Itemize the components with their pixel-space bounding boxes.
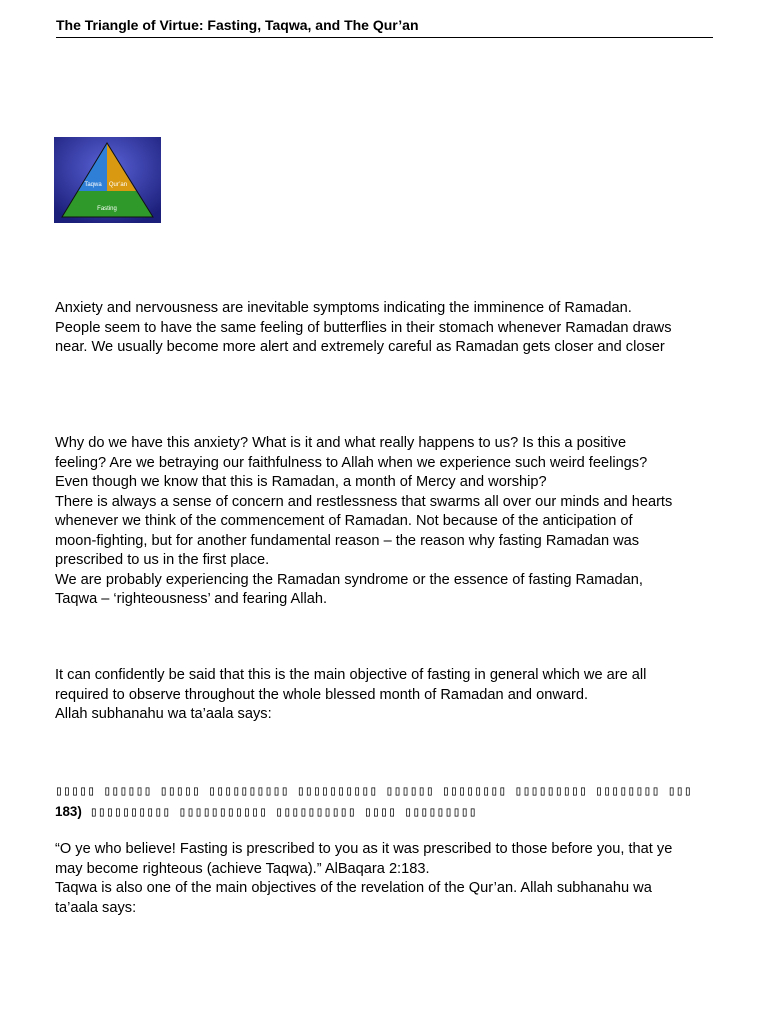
text-line: required to observe throughout the whole blessed month of Ramadan and onward. xyxy=(55,686,589,703)
quran-label: Qur’an xyxy=(108,182,128,188)
page-title: The Triangle of Virtue: Fasting, Taqwa, and The Qur’an xyxy=(56,16,713,38)
arabic-verse xyxy=(55,782,725,823)
text-line: People seem to have the same feeling of butterflies in their stomach whenever Ramadan draws xyxy=(55,319,672,336)
arabic-text: ▯▯▯▯▯▯▯▯▯▯ ▯▯▯▯▯▯▯▯▯▯▯ ▯▯▯▯▯▯▯▯▯▯ ▯▯▯▯ ▯▯▯▯▯▯▯▯▯ xyxy=(81,805,477,820)
text-line: “O ye who believe! Fasting is prescribed to you as it was prescribed to those before you, that ye xyxy=(55,841,673,857)
text-line: It can confidently be said that this is the main objective of fasting in general which we are all xyxy=(55,667,647,683)
paragraph-intro xyxy=(55,299,725,358)
taqwa-label: Taqwa xyxy=(84,182,102,188)
text-line: feeling? Are we betraying our faithfulness to Allah when we experience such weird feelings? xyxy=(55,454,648,471)
text-line: whenever we think of the commencement of Ramadan. Not because of the anticipation of xyxy=(55,513,633,529)
text-line: may become righteous (achieve Taqwa).” AlBaqara 2:183. xyxy=(55,860,430,877)
arabic-line: ▯▯▯▯▯ ▯▯▯▯▯▯ ▯▯▯▯▯ ▯▯▯▯▯▯▯▯▯▯ ▯▯▯▯▯▯▯▯▯▯ ▯▯▯▯▯▯ ▯▯▯▯▯▯▯▯ ▯▯▯▯▯▯▯▯▯ ▯▯▯▯▯▯▯▯ ▯▯▯ xyxy=(55,784,692,799)
fasting-label: Fasting xyxy=(97,206,117,212)
text-line: moon-fighting, but for another fundamental reason – the reason why fasting Ramadan was xyxy=(55,532,640,549)
text-line: Why do we have this anxiety? What is it and what really happens to us? Is this a positive xyxy=(55,435,627,451)
paragraph-anxiety xyxy=(55,434,725,610)
text-line: near. We usually become more alert and extremely careful as Ramadan gets closer and closer xyxy=(55,339,665,355)
paragraph-translation xyxy=(55,840,725,918)
arabic-line xyxy=(55,802,725,823)
paragraph-objective xyxy=(55,666,725,725)
text-line: Even though we know that this is Ramadan, a month of Mercy and worship? xyxy=(55,474,547,490)
triangle-figure xyxy=(54,137,161,223)
text-line: Anxiety and nervousness are inevitable symptoms indicating the imminence of Ramadan. xyxy=(55,300,632,316)
text-line: prescribed to us in the first place. xyxy=(55,552,270,568)
verse-number: 183) xyxy=(55,804,82,819)
text-line: ta’aala says: xyxy=(55,899,137,916)
text-line: There is always a sense of concern and restlessness that swarms all over our minds and hearts xyxy=(55,493,673,510)
triangle-of-virtue-image xyxy=(54,137,161,223)
text-line: Allah subhanahu wa ta’aala says: xyxy=(55,706,272,722)
text-line: Taqwa is also one of the main objectives of the revelation of the Qur’an. Allah subhanahu wa xyxy=(55,880,652,896)
text-line: We are probably experiencing the Ramadan syndrome or the essence of fasting Ramadan, xyxy=(55,571,643,588)
text-line: Taqwa – ‘righteousness’ and fearing Allah. xyxy=(55,591,328,607)
